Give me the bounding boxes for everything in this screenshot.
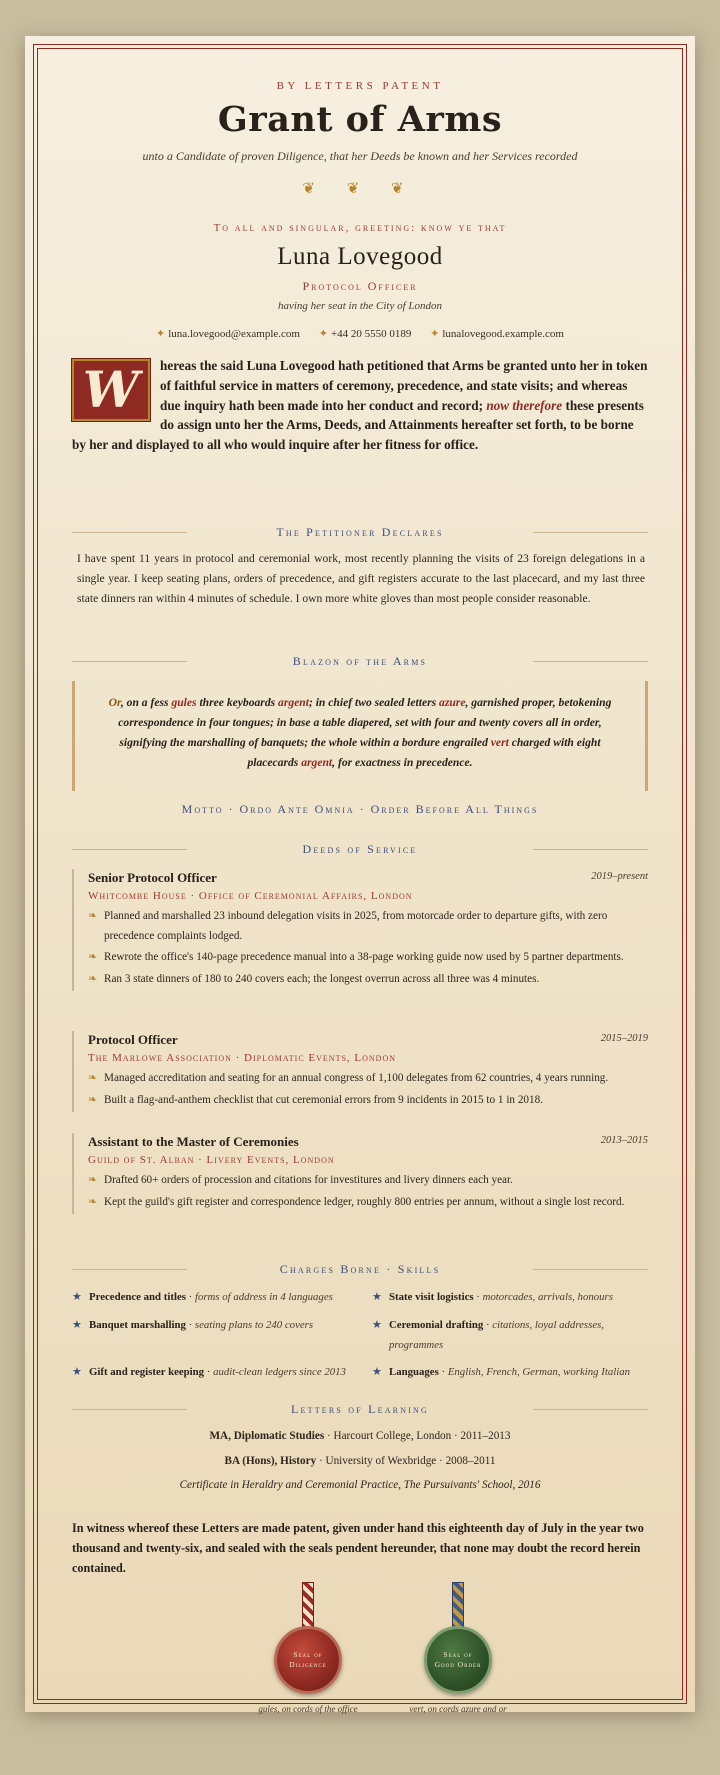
contact-line: [72, 327, 648, 340]
kicker-text: BY LETTERS PATENT: [276, 80, 444, 92]
skill-item: ★ Banquet marshalling · seating plans to 240 covers: [72, 1316, 352, 1336]
leaf-bullet-icon: ❧: [88, 951, 98, 963]
declaration-text: I have spent 11 years in protocol and ceremonial work, most recently planning the visits of 23 foreign delegations in a single year. I keep seating plans, orders of precedence, and gift registers accurate to the last placecard, and my last three state dinners ran within 4 minutes of schedule. I own more white gloves than most people consider reasonable.: [77, 552, 645, 605]
job-organisation: Whitcombe House · Office of Ceremonial Affairs, London: [88, 890, 413, 902]
seal-caption: vert, on cords azure and or: [409, 1704, 507, 1714]
letters-patent-page: [25, 36, 695, 1712]
skill-item: ★ Precedence and titles · forms of address in 4 languages: [72, 1288, 352, 1308]
list-item: ❧ Built a flag-and-anthem checklist that cut ceremonial errors from 9 incidents in 2015 to 1 in 2018.: [88, 1091, 648, 1111]
leaf-bullet-icon: ❧: [88, 1093, 98, 1106]
skill-item: ★ Languages · English, French, German, working Italian: [372, 1363, 652, 1383]
emphasis-now-therefore: now therefore: [486, 397, 563, 413]
list-item: ❧ Managed accreditation and seating for an annual congress of 1,100 delegates from 62 countries, 4 years running.: [88, 1069, 648, 1089]
skill-item: ★ State visit logistics · motorcades, arrivals, honours: [372, 1288, 652, 1308]
ribbon-cord: [302, 1582, 314, 1630]
job-entry: [72, 1133, 648, 1214]
star-icon: ★: [72, 1366, 82, 1378]
leaf-bullet-icon: ❧: [88, 1195, 98, 1208]
job-dates: 2015–2019: [600, 1033, 648, 1044]
job-title: Senior Protocol Officer: [88, 870, 217, 885]
job-dates: 2019–present: [591, 871, 648, 882]
blazon-text: Or, on a fess gules three keyboards argent; in chief two sealed letters azure, garnished proper, betokening correspondence in four tongues; in base a table diapered, set with four and twenty covers all in order, signifying the marshalling of banquets; the whole within a bordure engrailed vert charged with eight placecards argent, for exactness in precedence.: [72, 681, 648, 791]
job-organisation: The Marlowe Association · Diplomatic Events, London: [88, 1052, 397, 1064]
drop-cap: W: [72, 359, 150, 421]
fleuron-ornaments: ❦ ❦ ❦: [302, 181, 418, 197]
diamond-icon: ✦: [156, 328, 166, 340]
motto: Motto · Ordo Ante Omnia · Order Before All Things: [181, 802, 539, 816]
certificate-entry: Certificate in Heraldry and Ceremonial Practice, The Pursuivants' School, 2016: [179, 1479, 541, 1491]
candidate-name: Luna Lovegood: [277, 243, 443, 270]
list-item: ❧ Planned and marshalled 23 inbound delegation visits in 2025, from motorcade order to departure gifts, with zero precedence complaints lodged.: [88, 907, 648, 946]
list-item: ❧ Kept the guild's gift register and correspondence ledger, roughly 800 entries per annum, without a single lost record.: [88, 1193, 648, 1213]
job-dates: 2013–2015: [600, 1135, 648, 1146]
phone-contact[interactable]: ✦ +44 20 5550 0189: [318, 328, 412, 340]
leaf-bullet-icon: ❧: [88, 1174, 98, 1186]
job-title: Assistant to the Master of Ceremonies: [88, 1134, 299, 1149]
wax-seal-icon: Seal of Good Order: [424, 1626, 492, 1694]
list-item: ❧ Drafted 60+ orders of procession and citations for investitures and livery dinners each year.: [88, 1171, 648, 1191]
job-entry: [72, 869, 648, 991]
section-heading-declares: The Petitioner Declares: [72, 525, 648, 539]
skill-item: ★ Ceremonial drafting · citations, loyal addresses, programmes: [372, 1316, 652, 1355]
star-icon: ★: [372, 1319, 382, 1331]
diamond-icon: ✦: [430, 328, 440, 340]
leaf-bullet-icon: ❧: [88, 910, 98, 922]
page-subtitle: unto a Candidate of proven Diligence, that her Deeds be known and her Services recorded: [142, 149, 578, 163]
leaf-bullet-icon: ❧: [88, 1072, 98, 1084]
star-icon: ★: [72, 1291, 82, 1303]
section-heading-learning: Letters of Learning: [72, 1402, 648, 1416]
star-icon: ★: [372, 1291, 382, 1303]
seal-caption: gules, on cords of the office: [258, 1704, 358, 1714]
job-organisation: Guild of St. Alban · Livery Events, London: [88, 1154, 335, 1166]
leaf-bullet-icon: ❧: [88, 972, 98, 985]
preamble-paragraph: W hereas the said Luna Lovegood hath petitioned that Arms be granted unto her in token of faithful service in matters of ceremony, precedence, and state visits; and whereas due inquiry hath been made into her conduct and record; now therefore these presents do assign unto her the Arms, Deeds, and Attainments hereafter set forth, to be borne by her and displayed to all who would inquire after her fitness for office.: [72, 358, 648, 453]
list-item: ❧ Ran 3 state dinners of 180 to 240 covers each; the longest overrun across all three was 4 minutes.: [88, 970, 648, 990]
section-heading-deeds: Deeds of Service: [72, 842, 648, 856]
witness-clause: In witness whereof these Letters are made patent, given under hand this eighteenth day of July in the year two thousand and twenty-six, and sealed with the seals pendent hereunder, that none may doubt the record herein contained.: [72, 1521, 644, 1575]
diamond-icon: ✦: [318, 328, 328, 340]
star-icon: ★: [72, 1319, 82, 1331]
candidate-seat: having her seat in the City of London: [277, 300, 443, 312]
page-title: Grant of Arms: [217, 99, 503, 140]
candidate-role: Protocol Officer: [302, 279, 418, 293]
section-heading-skills: Charges Borne · Skills: [72, 1262, 648, 1276]
email-contact[interactable]: ✦ luna.lovegood@example.com: [156, 328, 300, 340]
ribbon-cord: [452, 1582, 464, 1630]
website-contact[interactable]: ✦ lunalovegood.example.com: [430, 328, 564, 340]
job-title: Protocol Officer: [88, 1032, 178, 1047]
job-entry: [72, 1031, 648, 1112]
skill-item: ★ Gift and register keeping · audit-clean ledgers since 2013: [72, 1363, 352, 1383]
education-entry: BA (Hons), History · University of Wexbridge · 2008–2011: [224, 1455, 496, 1467]
star-icon: ★: [372, 1366, 382, 1378]
wax-seal-icon: Seal of Diligence: [274, 1626, 342, 1694]
greeting: To all and singular, greeting: know ye that: [213, 222, 507, 234]
section-heading-blazon: Blazon of the Arms: [72, 654, 648, 668]
education-entry: MA, Diplomatic Studies · Harcourt College, London · 2011–2013: [209, 1430, 511, 1442]
list-item: ❧ Rewrote the office's 140-page precedence manual into a 38-page working guide now used by 5 partner departments.: [88, 948, 648, 968]
